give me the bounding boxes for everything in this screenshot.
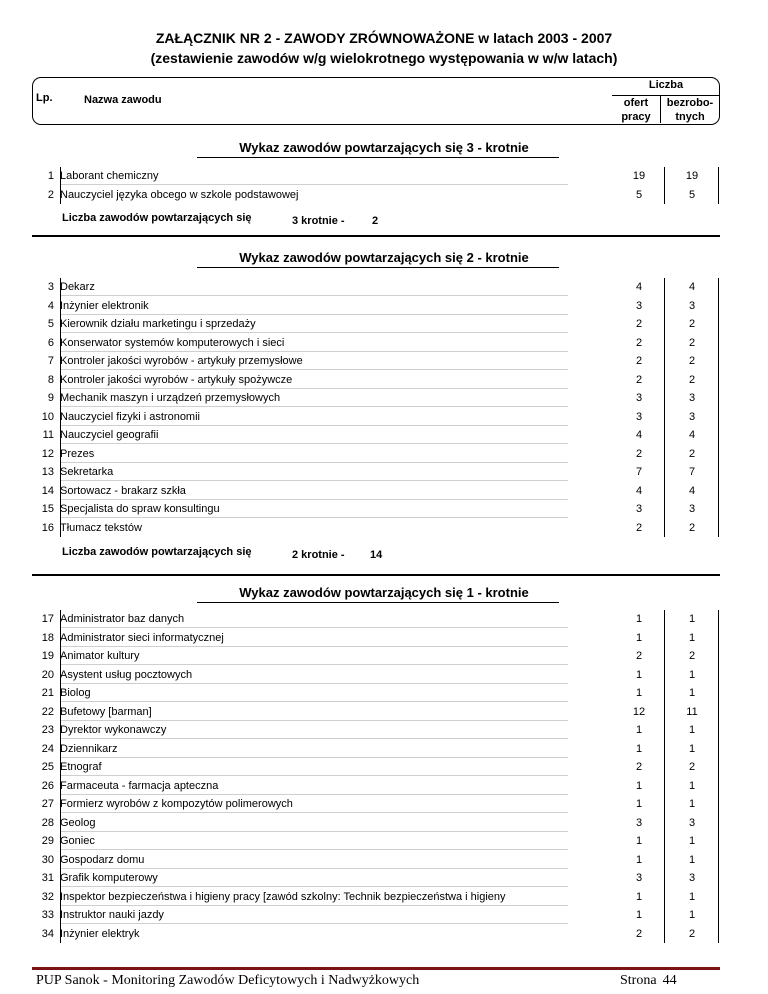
table-row: [0, 684, 768, 702]
row-oferty-value: 7: [635, 466, 643, 478]
header-lp: Lp.: [36, 92, 53, 104]
row-occupation-name: Tłumacz tekstów: [60, 521, 142, 534]
table-row: [0, 703, 768, 721]
row-lp: 7: [47, 355, 54, 367]
row-oferty-value: 2: [635, 336, 643, 349]
row-occupation-name: Animator kultury: [60, 650, 140, 662]
row-bezrobotni-value: 3: [688, 816, 696, 829]
row-bezrobotni-value: 2: [688, 318, 696, 330]
row-bezrobotni-value: 1: [688, 668, 696, 681]
table-row: [0, 408, 768, 426]
row-lp: 31: [41, 872, 54, 884]
row-lp: 26: [41, 779, 54, 792]
table-row: [0, 426, 768, 444]
row-occupation-name: Formierz wyrobów z kompozytów polimerowych: [60, 798, 293, 810]
row-bezrobotni-value: 4: [688, 484, 696, 497]
row-bezrobotni-value: 1: [688, 853, 696, 866]
row-lp: 21: [41, 687, 54, 699]
table-row: [0, 389, 768, 407]
row-oferty-value: 1: [635, 779, 643, 792]
oferty-column-line: [664, 610, 665, 943]
row-bezrobotni-value: 19: [685, 170, 699, 182]
row-lp: 13: [41, 466, 54, 478]
table-row: [0, 463, 768, 481]
row-oferty-value: 1: [635, 613, 643, 625]
table-row: [0, 869, 768, 887]
row-oferty-value: 2: [635, 318, 643, 330]
row-occupation-name: Nauczyciel fizyki i astronomii: [60, 410, 200, 423]
row-occupation-name: Administrator baz danych: [60, 613, 185, 625]
row-lp: 22: [41, 705, 54, 718]
header-oferty-line2: pracy: [621, 111, 651, 123]
row-lp: 23: [41, 724, 54, 736]
table-row: [0, 629, 768, 647]
table-row: [0, 777, 768, 795]
section-title: Wykaz zawodów powtarzających się 3 - krotnie: [239, 140, 529, 155]
row-bezrobotni-value: 7: [688, 466, 696, 478]
row-lp: 18: [41, 631, 54, 644]
row-lp: 9: [47, 392, 54, 404]
oferty-column-line: [664, 167, 665, 204]
table-row: [0, 906, 768, 924]
section-divider: [32, 235, 720, 237]
footer-text: PUP Sanok - Monitoring Zawodów Deficytowych i Nadwyżkowych: [36, 973, 420, 988]
summary-count: 2: [372, 215, 379, 227]
table-row: [0, 851, 768, 869]
table-row: [0, 278, 768, 296]
row-oferty-value: 1: [635, 724, 643, 736]
summary-label: Liczba zawodów powtarzających się: [62, 546, 252, 558]
table-row: [0, 519, 768, 537]
row-occupation-name: Etnograf: [60, 761, 102, 773]
row-oferty-value: 2: [635, 373, 643, 386]
table-row: [0, 666, 768, 684]
row-bezrobotni-value: 3: [688, 872, 696, 884]
row-lp: 25: [41, 761, 54, 773]
document-title: ZAŁĄCZNIK NR 2 - ZAWODY ZRÓWNOWAŻONE w latach 2003 - 2007: [155, 30, 613, 46]
summary-krotnie: 3 krotnie -: [292, 215, 345, 227]
row-lp: 11: [42, 429, 54, 441]
bezrobotni-column-line: [718, 167, 719, 204]
row-bezrobotni-value: 1: [688, 798, 696, 810]
row-bezrobotni-value: 4: [688, 281, 696, 293]
row-occupation-name: Instruktor nauki jazdy: [60, 909, 164, 921]
row-lp: 3: [47, 281, 54, 293]
row-occupation-name: Administrator sieci informatycznej: [60, 631, 224, 644]
footer-page-number: 44: [662, 973, 677, 988]
row-occupation-name: Nauczyciel geografii: [60, 429, 159, 441]
table-row: [0, 758, 768, 776]
row-lp: 17: [41, 613, 54, 625]
row-bezrobotni-value: 1: [688, 742, 696, 755]
row-lp: 28: [41, 816, 54, 829]
table-row: [0, 500, 768, 518]
row-bezrobotni-value: 1: [688, 909, 696, 921]
header-liczba: Liczba: [648, 79, 684, 91]
row-bezrobotni-value: 2: [688, 447, 696, 460]
table-row: [0, 297, 768, 315]
row-occupation-name: Specjalista do spraw konsultingu: [60, 503, 220, 515]
row-occupation-name: Kierownik działu marketingu i sprzedaży: [60, 318, 256, 330]
header-oferty-line1: ofert: [623, 97, 649, 109]
row-lp: 33: [41, 909, 54, 921]
row-oferty-value: 2: [635, 761, 643, 773]
summary-label: Liczba zawodów powtarzających się: [62, 212, 252, 224]
row-bezrobotni-value: 2: [688, 373, 696, 386]
table-row: [0, 740, 768, 758]
table-row: [0, 610, 768, 628]
row-oferty-value: 2: [635, 650, 643, 662]
row-oferty-value: 2: [635, 521, 643, 534]
row-bezrobotni-value: 3: [688, 410, 696, 423]
row-lp: 34: [41, 927, 54, 940]
table-row: [0, 167, 768, 185]
header-bezrobotni-line1: bezrobo-: [666, 97, 714, 109]
footer-rule: [32, 967, 720, 970]
header-bezrobotni-line2: tnych: [675, 111, 705, 123]
row-lp: 1: [47, 170, 54, 182]
row-bezrobotni-value: 2: [688, 761, 696, 773]
row-occupation-name: Prezes: [60, 447, 95, 460]
row-occupation-name: Geolog: [60, 816, 96, 829]
row-occupation-name: Inżynier elektronik: [60, 299, 149, 312]
row-bezrobotni-value: 4: [688, 429, 696, 441]
row-lp: 24: [41, 742, 54, 755]
bezrobotni-column-line: [718, 610, 719, 943]
row-oferty-value: 1: [635, 853, 643, 866]
row-oferty-value: 1: [635, 687, 643, 699]
oferty-column-line: [664, 278, 665, 537]
row-lp: 6: [47, 336, 54, 349]
row-occupation-name: Sekretarka: [60, 466, 114, 478]
row-oferty-value: 1: [635, 835, 643, 847]
row-bezrobotni-value: 3: [688, 299, 696, 312]
row-oferty-value: 5: [635, 188, 643, 201]
row-occupation-name: Sortowacz - brakarz szkła: [60, 484, 186, 497]
table-row: [0, 352, 768, 370]
row-bezrobotni-value: 2: [688, 927, 696, 940]
row-oferty-value: 3: [635, 392, 643, 404]
row-oferty-value: 12: [632, 705, 646, 718]
row-bezrobotni-value: 1: [688, 724, 696, 736]
row-oferty-value: 3: [635, 816, 643, 829]
section-title-underline: [197, 602, 559, 603]
row-bezrobotni-value: 1: [688, 613, 696, 625]
row-lp: 27: [41, 798, 54, 810]
row-bezrobotni-value: 2: [688, 336, 696, 349]
row-oferty-value: 4: [635, 429, 643, 441]
table-row: [0, 334, 768, 352]
table-row: [0, 482, 768, 500]
row-bezrobotni-value: 1: [688, 631, 696, 644]
row-occupation-name: Farmaceuta - farmacja apteczna: [60, 779, 219, 792]
row-oferty-value: 1: [635, 742, 643, 755]
row-lp: 30: [41, 853, 54, 866]
table-row: [0, 315, 768, 333]
name-column-line: [60, 610, 61, 943]
row-occupation-name: Kontroler jakości wyrobów - artykuły przemysłowe: [60, 355, 303, 367]
section-title: Wykaz zawodów powtarzających się 2 - krotnie: [239, 250, 529, 265]
row-lp: 20: [41, 668, 54, 681]
section-title-underline: [197, 157, 559, 158]
row-oferty-value: 4: [635, 281, 643, 293]
row-bezrobotni-value: 1: [688, 779, 696, 792]
row-lp: 14: [41, 484, 54, 497]
footer-page: [620, 973, 677, 989]
row-lp: 12: [41, 447, 54, 460]
table-row: [0, 445, 768, 463]
bezrobotni-column-line: [718, 278, 719, 537]
row-oferty-value: 3: [635, 503, 643, 515]
row-oferty-value: 1: [635, 909, 643, 921]
header-name: Nazwa zawodu: [84, 94, 162, 106]
row-oferty-value: 2: [635, 355, 643, 367]
table-row: [0, 647, 768, 665]
row-occupation-name: Bufetowy [barman]: [60, 705, 152, 718]
row-occupation-name: Biolog: [60, 687, 91, 699]
name-column-line: [60, 278, 61, 537]
row-occupation-name: Asystent usług pocztowych: [60, 668, 193, 681]
row-bezrobotni-value: 2: [688, 650, 696, 662]
header-bezrobotni: [660, 96, 720, 124]
row-occupation-name: Goniec: [60, 835, 95, 847]
row-occupation-name: Dyrektor wykonawczy: [60, 724, 167, 736]
row-occupation-name: Nauczyciel języka obcego w szkole podstawowej: [60, 188, 299, 201]
table-row: [0, 888, 768, 906]
summary-krotnie: 2 krotnie -: [292, 549, 345, 561]
row-lp: 15: [41, 503, 54, 515]
row-oferty-value: 3: [635, 410, 643, 423]
document-subtitle: (zestawienie zawodów w/g wielokrotnego występowania w w/w latach): [150, 50, 618, 66]
row-occupation-name: Konserwator systemów komputerowych i sieci: [60, 336, 285, 349]
table-row: [0, 832, 768, 850]
row-oferty-value: 3: [635, 872, 643, 884]
row-occupation-name: Laborant chemiczny: [60, 170, 159, 182]
row-lp: 16: [41, 521, 54, 534]
row-bezrobotni-value: 1: [688, 890, 696, 903]
table-row: [0, 795, 768, 813]
row-lp: 19: [41, 650, 54, 662]
row-occupation-name: Inspektor bezpieczeństwa i higieny pracy [zawód szkolny: Technik bezpieczeństwa i higieny: [60, 890, 506, 903]
row-oferty-value: 1: [635, 668, 643, 681]
row-bezrobotni-value: 11: [686, 705, 698, 718]
row-lp: 2: [47, 188, 54, 201]
row-lp: 29: [41, 835, 54, 847]
row-lp: 8: [47, 373, 54, 386]
row-lp: 32: [41, 890, 54, 903]
row-occupation-name: Grafik komputerowy: [60, 872, 158, 884]
row-oferty-value: 19: [632, 170, 646, 182]
row-bezrobotni-value: 3: [688, 503, 696, 515]
row-oferty-value: 1: [635, 631, 643, 644]
row-lp: 4: [47, 299, 54, 312]
row-bezrobotni-value: 1: [688, 687, 696, 699]
table-row: [0, 925, 768, 943]
row-occupation-name: Dziennikarz: [60, 742, 118, 755]
row-oferty-value: 1: [635, 798, 643, 810]
table-row: [0, 814, 768, 832]
summary-count: 14: [370, 549, 383, 561]
row-occupation-name: Gospodarz domu: [60, 853, 145, 866]
table-row: [0, 721, 768, 739]
row-occupation-name: Dekarz: [60, 281, 95, 293]
row-occupation-name: Mechanik maszyn i urządzeń przemysłowych: [60, 392, 281, 404]
row-oferty-value: 2: [635, 927, 643, 940]
row-bezrobotni-value: 2: [688, 355, 696, 367]
row-bezrobotni-value: 5: [688, 188, 696, 201]
section-divider: [32, 574, 720, 576]
row-lp: 5: [47, 318, 54, 330]
section-title: Wykaz zawodów powtarzających się 1 - krotnie: [239, 585, 529, 600]
row-oferty-value: 2: [635, 447, 643, 460]
table-row: [0, 186, 768, 204]
row-oferty-value: 3: [635, 299, 643, 312]
row-bezrobotni-value: 3: [688, 392, 696, 404]
row-bezrobotni-value: 2: [688, 521, 696, 534]
row-bezrobotni-value: 1: [688, 835, 696, 847]
name-column-line: [60, 167, 61, 204]
header-oferty: [612, 96, 660, 124]
footer-page-label: Strona: [620, 973, 657, 988]
row-lp: 10: [41, 410, 54, 423]
table-row: [0, 371, 768, 389]
row-occupation-name: Inżynier elektryk: [60, 927, 140, 940]
row-oferty-value: 1: [635, 890, 643, 903]
row-occupation-name: Kontroler jakości wyrobów - artykuły spożywcze: [60, 373, 293, 386]
section-title-underline: [197, 267, 559, 268]
row-oferty-value: 4: [635, 484, 643, 497]
